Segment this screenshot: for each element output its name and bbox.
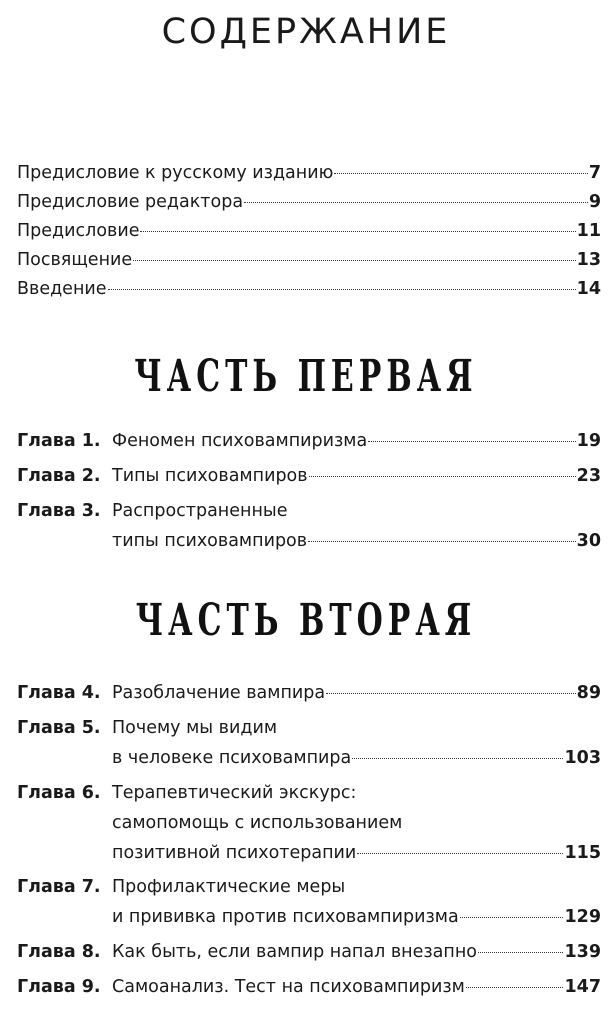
toc-entry-title: Введение: [17, 279, 107, 299]
chapter-label: Глава 1.: [17, 431, 101, 451]
chapter-title-line: Почему мы видим: [112, 718, 278, 738]
chapter-page: 23: [576, 466, 601, 486]
chapter-page: 129: [564, 907, 601, 927]
dot-leader: [140, 231, 575, 232]
toc-entry-dedication[interactable]: [17, 249, 601, 271]
dot-leader: [460, 917, 564, 918]
chapter-title-line: Как быть, если вампир напал внезапно: [112, 942, 477, 962]
toc-entry-page: 11: [576, 221, 601, 241]
chapter-label: Глава 7.: [17, 877, 101, 897]
chapter-page: 139: [564, 942, 601, 962]
toc-entry-introduction[interactable]: [17, 278, 601, 300]
part-two-heading: ЧАСТЬ ВТОРАЯ: [135, 596, 477, 647]
chapter-label: Глава 5.: [17, 718, 101, 738]
chapter-title-line: в человеке психовампира: [112, 748, 352, 768]
dot-leader: [133, 260, 575, 261]
toc-entry-page: 13: [576, 250, 601, 270]
dot-leader: [326, 693, 576, 694]
dot-leader: [352, 758, 563, 759]
chapter-title-line: позитивной психотерапии: [112, 843, 357, 863]
chapter-title-line: Профилактические меры: [112, 877, 346, 897]
dot-leader: [334, 173, 587, 174]
chapter-label: Глава 8.: [17, 942, 101, 962]
chapter-title-line: типы психовампиров: [112, 531, 308, 551]
chapter-page: 103: [564, 748, 601, 768]
toc-entry-editor-foreword[interactable]: [17, 191, 601, 213]
toc-entry-foreword[interactable]: [17, 220, 601, 242]
toc-entry-title: Предисловие редактора: [17, 192, 244, 212]
toc-entry-title: Предисловие к русскому изданию: [17, 163, 334, 183]
chapter-page: 19: [576, 431, 601, 451]
chapter-label: Глава 6.: [17, 783, 101, 803]
dot-leader: [309, 476, 576, 477]
chapter-title-line: Терапевтический экскурс:: [112, 783, 357, 803]
chapter-title-line: Самоанализ. Тест на психовампиризм: [112, 977, 465, 997]
chapter-page: 89: [576, 683, 601, 703]
dot-leader: [244, 202, 588, 203]
chapter-title-line: и прививка против психовампиризма: [112, 907, 459, 927]
chapter-title-line: Типы психовампиров: [112, 466, 308, 486]
dot-leader: [357, 853, 563, 854]
part-one-heading: ЧАСТЬ ПЕРВАЯ: [134, 352, 478, 403]
chapter-label: Глава 3.: [17, 501, 101, 521]
chapter-title-line: Разоблачение вампира: [112, 683, 326, 703]
dot-leader: [478, 952, 563, 953]
toc-entry-page: 14: [576, 279, 601, 299]
toc-entry-title: Посвящение: [17, 250, 133, 270]
chapter-page: 147: [564, 977, 601, 997]
chapter-label: Глава 4.: [17, 683, 101, 703]
toc-entry-page: 7: [588, 163, 601, 183]
dot-leader: [466, 987, 564, 988]
toc-entry-title: Предисловие: [17, 221, 140, 241]
page-title: СОДЕРЖАНИЕ: [161, 12, 451, 52]
chapter-page: 115: [564, 843, 601, 863]
toc-entry-page: 9: [588, 192, 601, 212]
chapter-label: Глава 9.: [17, 977, 101, 997]
chapter-label: Глава 2.: [17, 466, 101, 486]
chapter-title-line: Феномен психовампиризма: [112, 431, 368, 451]
dot-leader: [368, 441, 575, 442]
toc-entry-foreword-russian[interactable]: [17, 162, 601, 184]
chapter-title-line: самопомощь с использованием: [112, 813, 403, 833]
dot-leader: [108, 289, 576, 290]
dot-leader: [308, 541, 576, 542]
chapter-page: 30: [576, 531, 601, 551]
chapter-title-line: Распространенные: [112, 501, 288, 521]
